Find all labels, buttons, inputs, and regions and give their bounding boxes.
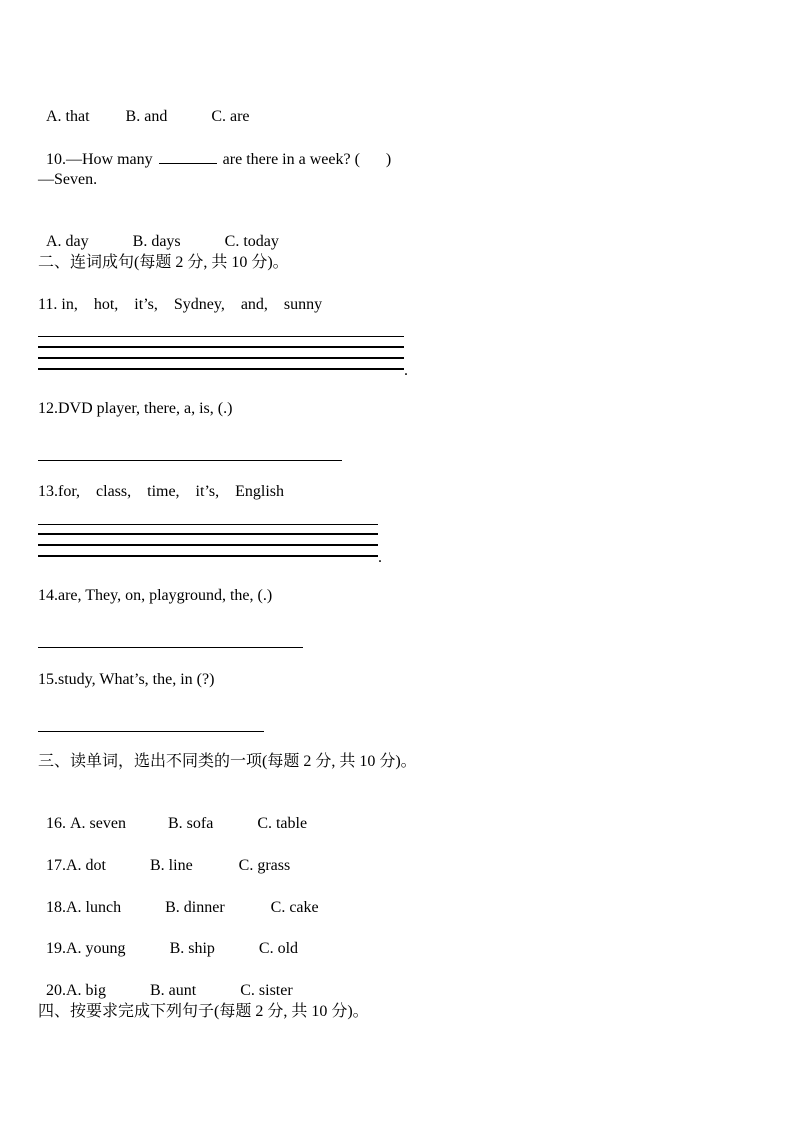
q13-words: 13.for, class, time, it’s, English [38, 483, 285, 500]
q20-number: 20. [46, 982, 66, 999]
q11-answer-line-3[interactable] [38, 357, 404, 359]
q11-words: 11. in, hot, it’s, Sydney, and, sunny [38, 296, 323, 313]
q15-words: 15.study, What’s, the, in (?) [38, 671, 215, 688]
q16-number: 16. [46, 815, 70, 832]
q20-option-c: C. sister [240, 982, 293, 999]
q11-end-mark: . [404, 362, 408, 379]
q17-number: 17. [46, 857, 66, 874]
q9-options [38, 87, 250, 127]
q10-options [38, 212, 279, 252]
q13-end-mark: . [378, 549, 382, 566]
q10-option-c: C. today [224, 233, 279, 250]
q14-answer-line[interactable] [38, 647, 303, 648]
q10-suffix: are there in a week? ( [218, 151, 360, 168]
q18-number: 18. [46, 899, 66, 916]
q10-number: 10. [46, 151, 66, 168]
q12-answer-line[interactable] [38, 460, 342, 461]
q13-answer-line-1[interactable] [38, 524, 378, 525]
q19 [38, 919, 298, 959]
q16-option-b: B. sofa [167, 815, 214, 832]
q13-answer-line-4[interactable] [38, 555, 378, 557]
q10-close-paren: ) [385, 151, 392, 168]
q9-option-c: C. are [211, 108, 250, 125]
q10-question [38, 129, 391, 170]
q20-option-a: A. big [66, 982, 106, 999]
section-2-title: 二、连词成句(每题 2 分, 共 10 分)。 [38, 254, 289, 271]
q10-prefix: —How many [66, 151, 157, 168]
q9-option-b: B. and [125, 108, 168, 125]
q11-answer-line-4[interactable] [38, 368, 404, 370]
q14-words: 14.are, They, on, playground, the, (.) [38, 587, 273, 604]
q13-answer-line-2[interactable] [38, 533, 378, 535]
q19-option-c: C. old [258, 940, 299, 957]
q10-blank[interactable] [159, 149, 217, 164]
q19-number: 19. [46, 940, 66, 957]
section-4-title: 四、按要求完成下列句子(每题 2 分, 共 10 分)。 [38, 1003, 369, 1020]
q17-option-c: C. grass [238, 857, 291, 874]
q12-words: 12.DVD player, there, a, is, (.) [38, 400, 233, 417]
q18 [38, 878, 319, 918]
section-3-title: 三、读单词，选出不同类的一项(每题 2 分, 共 10 分)。 [38, 753, 417, 770]
q13-answer-line-3[interactable] [38, 544, 378, 546]
q17-option-b: B. line [150, 857, 193, 874]
q18-option-b: B. dinner [165, 899, 225, 916]
q18-option-a: A. lunch [66, 899, 122, 916]
q11-answer-line-1[interactable] [38, 336, 404, 337]
q18-option-c: C. cake [270, 899, 319, 916]
q10-option-b: B. days [132, 233, 181, 250]
q16 [38, 794, 307, 834]
q19-option-a: A. young [66, 940, 126, 957]
q9-option-a: A. that [46, 108, 90, 125]
q20-option-b: B. aunt [150, 982, 197, 999]
q19-option-b: B. ship [169, 940, 215, 957]
q17 [38, 836, 290, 876]
q15-answer-line[interactable] [38, 731, 264, 732]
q10-option-a: A. day [46, 233, 89, 250]
q16-option-a: A. seven [70, 815, 126, 832]
q16-option-c: C. table [257, 815, 308, 832]
q11-answer-line-2[interactable] [38, 346, 404, 348]
q10-answer: —Seven. [38, 171, 98, 188]
q17-option-a: A. dot [66, 857, 106, 874]
q20 [38, 961, 293, 1001]
